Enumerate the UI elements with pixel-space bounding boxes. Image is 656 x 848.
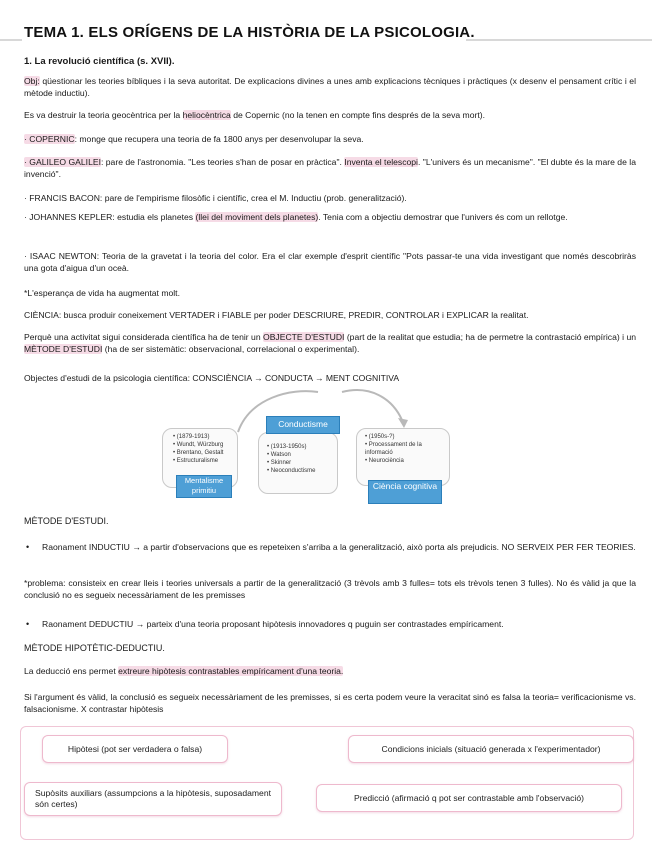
mentalisme-label: Mentalisme primitiu bbox=[176, 475, 232, 498]
copernic-name: · COPERNIC bbox=[24, 134, 75, 144]
mentalisme-item: • (1879-1913) bbox=[173, 434, 210, 440]
title-rule-right bbox=[466, 39, 652, 41]
mentalisme-item: • Wundt, Würzburg bbox=[173, 442, 224, 448]
paragraph-ciencia: CIÈNCIA: busca produir coneixement VERTADER i FIABLE per poder DESCRIURE, PREDIR, CONTROLAR i EXPLICAR la realitat. bbox=[24, 310, 529, 320]
paragraph-kepler bbox=[24, 212, 636, 224]
box-suposits: Supòsits auxiliars (assumpcions a la hipòtesis, suposadament són certes) bbox=[24, 782, 282, 816]
box-hipotesi: Hipòtesi (pot ser verdadera o falsa) bbox=[42, 735, 228, 763]
perque-text-a: Perquè una activitat sigui considerada científica ha de tenir un bbox=[24, 332, 264, 342]
conductisme-item: • Watson bbox=[267, 452, 291, 458]
metode-estudi-heading: MÈTODE D'ESTUDI. bbox=[24, 516, 109, 526]
obj-label: Obj: bbox=[24, 76, 40, 86]
hipotetic-deductiu-heading: MÈTODE HIPOTÈTIC-DEDUCTIU. bbox=[24, 643, 165, 653]
paragraph-deductiu: Raonament DEDUCTIU → parteix d'una teoria proposant hipòtesis innovadores q puguin ser contrastades empíricament. bbox=[42, 619, 504, 629]
paragraph-galileo bbox=[24, 157, 636, 180]
paragraph-objectiu bbox=[24, 76, 636, 99]
paragraph-objectes: Objectes d'estudi de la psicologia científica: CONSCIÈNCIA → CONDUCTA → MENT COGNITIVA bbox=[24, 373, 400, 383]
copernic-text: : monge que recupera una teoria de fa 1800 anys per desenvolupar la seva. bbox=[74, 134, 364, 144]
paragraph-inductiu: Raonament INDUCTIU → a partir d'observacions que es repeteixen s'arriba a la generalització, això porta als prejudicis. NO SERVEIX PER FER TEORIES. bbox=[42, 542, 636, 552]
paragraph-deduccio bbox=[24, 666, 636, 678]
perque-text-e: (ha de ser sistemàtic: observacional, correlacional o experimental). bbox=[102, 343, 360, 354]
geo-text-c: de Copernic (no la tenen en compte fins després de la seva mort). bbox=[230, 110, 485, 120]
page-title: TEMA 1. ELS ORÍGENS DE LA HISTÒRIA DE LA PSICOLOGIA. bbox=[24, 24, 475, 41]
perque-text-c: (part de la realitat que estudia; ha de permetre la contrastació empírica) i un bbox=[344, 332, 637, 342]
conductisme-box bbox=[258, 432, 338, 494]
bullet-dot: • bbox=[26, 619, 30, 629]
galileo-text-d: . "L'univers és un mecanisme". "El dubte és la mare de la invenció". bbox=[24, 157, 636, 179]
title-rule-left bbox=[0, 39, 22, 41]
kepler-text-c: . Tenia com a objectiu demostrar que l'univers és com un rellotge. bbox=[318, 212, 568, 222]
geo-text-a: Es va destruir la teoria geocèntrica per la bbox=[24, 110, 183, 120]
arrow-curve-2 bbox=[342, 390, 402, 420]
ciencia-item: • (1950s-?) bbox=[365, 434, 395, 440]
ciencia-item: • Processament de la informació bbox=[365, 442, 422, 456]
box-prediccio: Predicció (afirmació q pot ser contrastable amb l'observació) bbox=[316, 784, 622, 812]
ciencia-box bbox=[356, 428, 450, 486]
paragraph-heliocentrica bbox=[24, 110, 636, 122]
galileo-highlight: Inventa el telescopi bbox=[344, 157, 418, 167]
objecte-estudi: OBJECTE D'ESTUDI bbox=[263, 332, 345, 342]
galileo-text-b: : pare de l'astronomia. "Les teories s'han de posar en pràctica". bbox=[100, 157, 345, 167]
arrow-head bbox=[398, 418, 408, 428]
box-condicions: Condicions inicials (situació generada x l'experimentador) bbox=[348, 735, 634, 763]
conductisme-item: • Neoconductisme bbox=[267, 468, 316, 474]
mentalisme-item: • Estructuralisme bbox=[173, 458, 219, 464]
kepler-text-a: · JOHANNES KEPLER: estudia els planetes bbox=[24, 212, 196, 222]
geo-highlight: heliocèntrica bbox=[182, 110, 231, 120]
conductisme-label: Conductisme bbox=[266, 416, 340, 434]
ciencia-label: Ciència cognitiva bbox=[368, 480, 442, 504]
bullet-dot: • bbox=[26, 542, 30, 552]
conductisme-item: • Skinner bbox=[267, 460, 292, 466]
galileo-name: · GALILEO GALILEI bbox=[24, 157, 101, 167]
paragraph-esperanca: *L'esperança de vida ha augmentat molt. bbox=[24, 288, 180, 298]
conductisme-item: • (1913-1950s) bbox=[267, 444, 307, 450]
paragraph-problema: *problema: consisteix en crear lleis i teories universals a partir de la generalització (3 trèvols amb 3 fulles= tots els trèvols tenen 3 fulles). No és vàlid ja que la conclusió no es segueix necessàriament de les premisses bbox=[24, 578, 636, 600]
title-row bbox=[0, 22, 656, 46]
paragraph-copernic bbox=[24, 134, 636, 146]
section-heading-revolucio: 1. La revolució científica (s. XVII). bbox=[24, 56, 175, 67]
paragraph-newton: · ISAAC NEWTON: Teoria de la gravetat i la teoria del color. Era el clar exemple d'esprit científic "Pots passar-te una vida investigant que només descobriràs una gota d'aigua d'un oceà. bbox=[24, 251, 636, 273]
deduccio-text-a: La deducció ens permet bbox=[24, 666, 119, 676]
metode-estudi: MÈTODE D'ESTUDI bbox=[24, 343, 103, 354]
paragraph-bacon: · FRANCIS BACON: pare de l'empirisme filosòfic i científic, crea el M. Inductiu (prob. generalització). bbox=[24, 193, 407, 203]
deduccio-highlight: extreure hipòtesis contrastables empíricament d'una teoria. bbox=[118, 666, 344, 676]
paragraph-argument: Si l'argument és vàlid, la conclusió es segueix necessàriament de les premisses, si es certa podem veure la veracitat sinó es falsa la teoria= verificacionisme vs. falsacionisme. X contrastar hipòtesis bbox=[24, 692, 636, 714]
paragraph-perque bbox=[24, 332, 636, 355]
kepler-highlight: (llei del moviment dels planetes) bbox=[195, 212, 319, 222]
mentalisme-item: • Brentano, Gestalt bbox=[173, 450, 224, 456]
ciencia-item: • Neurociència bbox=[365, 458, 404, 464]
obj-text: qüestionar les teories bíbliques i la seva autoritat. De explicacions divines a unes amb explicacions tècniques i pràctiques (x desenv el pensament crític i el mètode inductiu). bbox=[24, 76, 636, 98]
